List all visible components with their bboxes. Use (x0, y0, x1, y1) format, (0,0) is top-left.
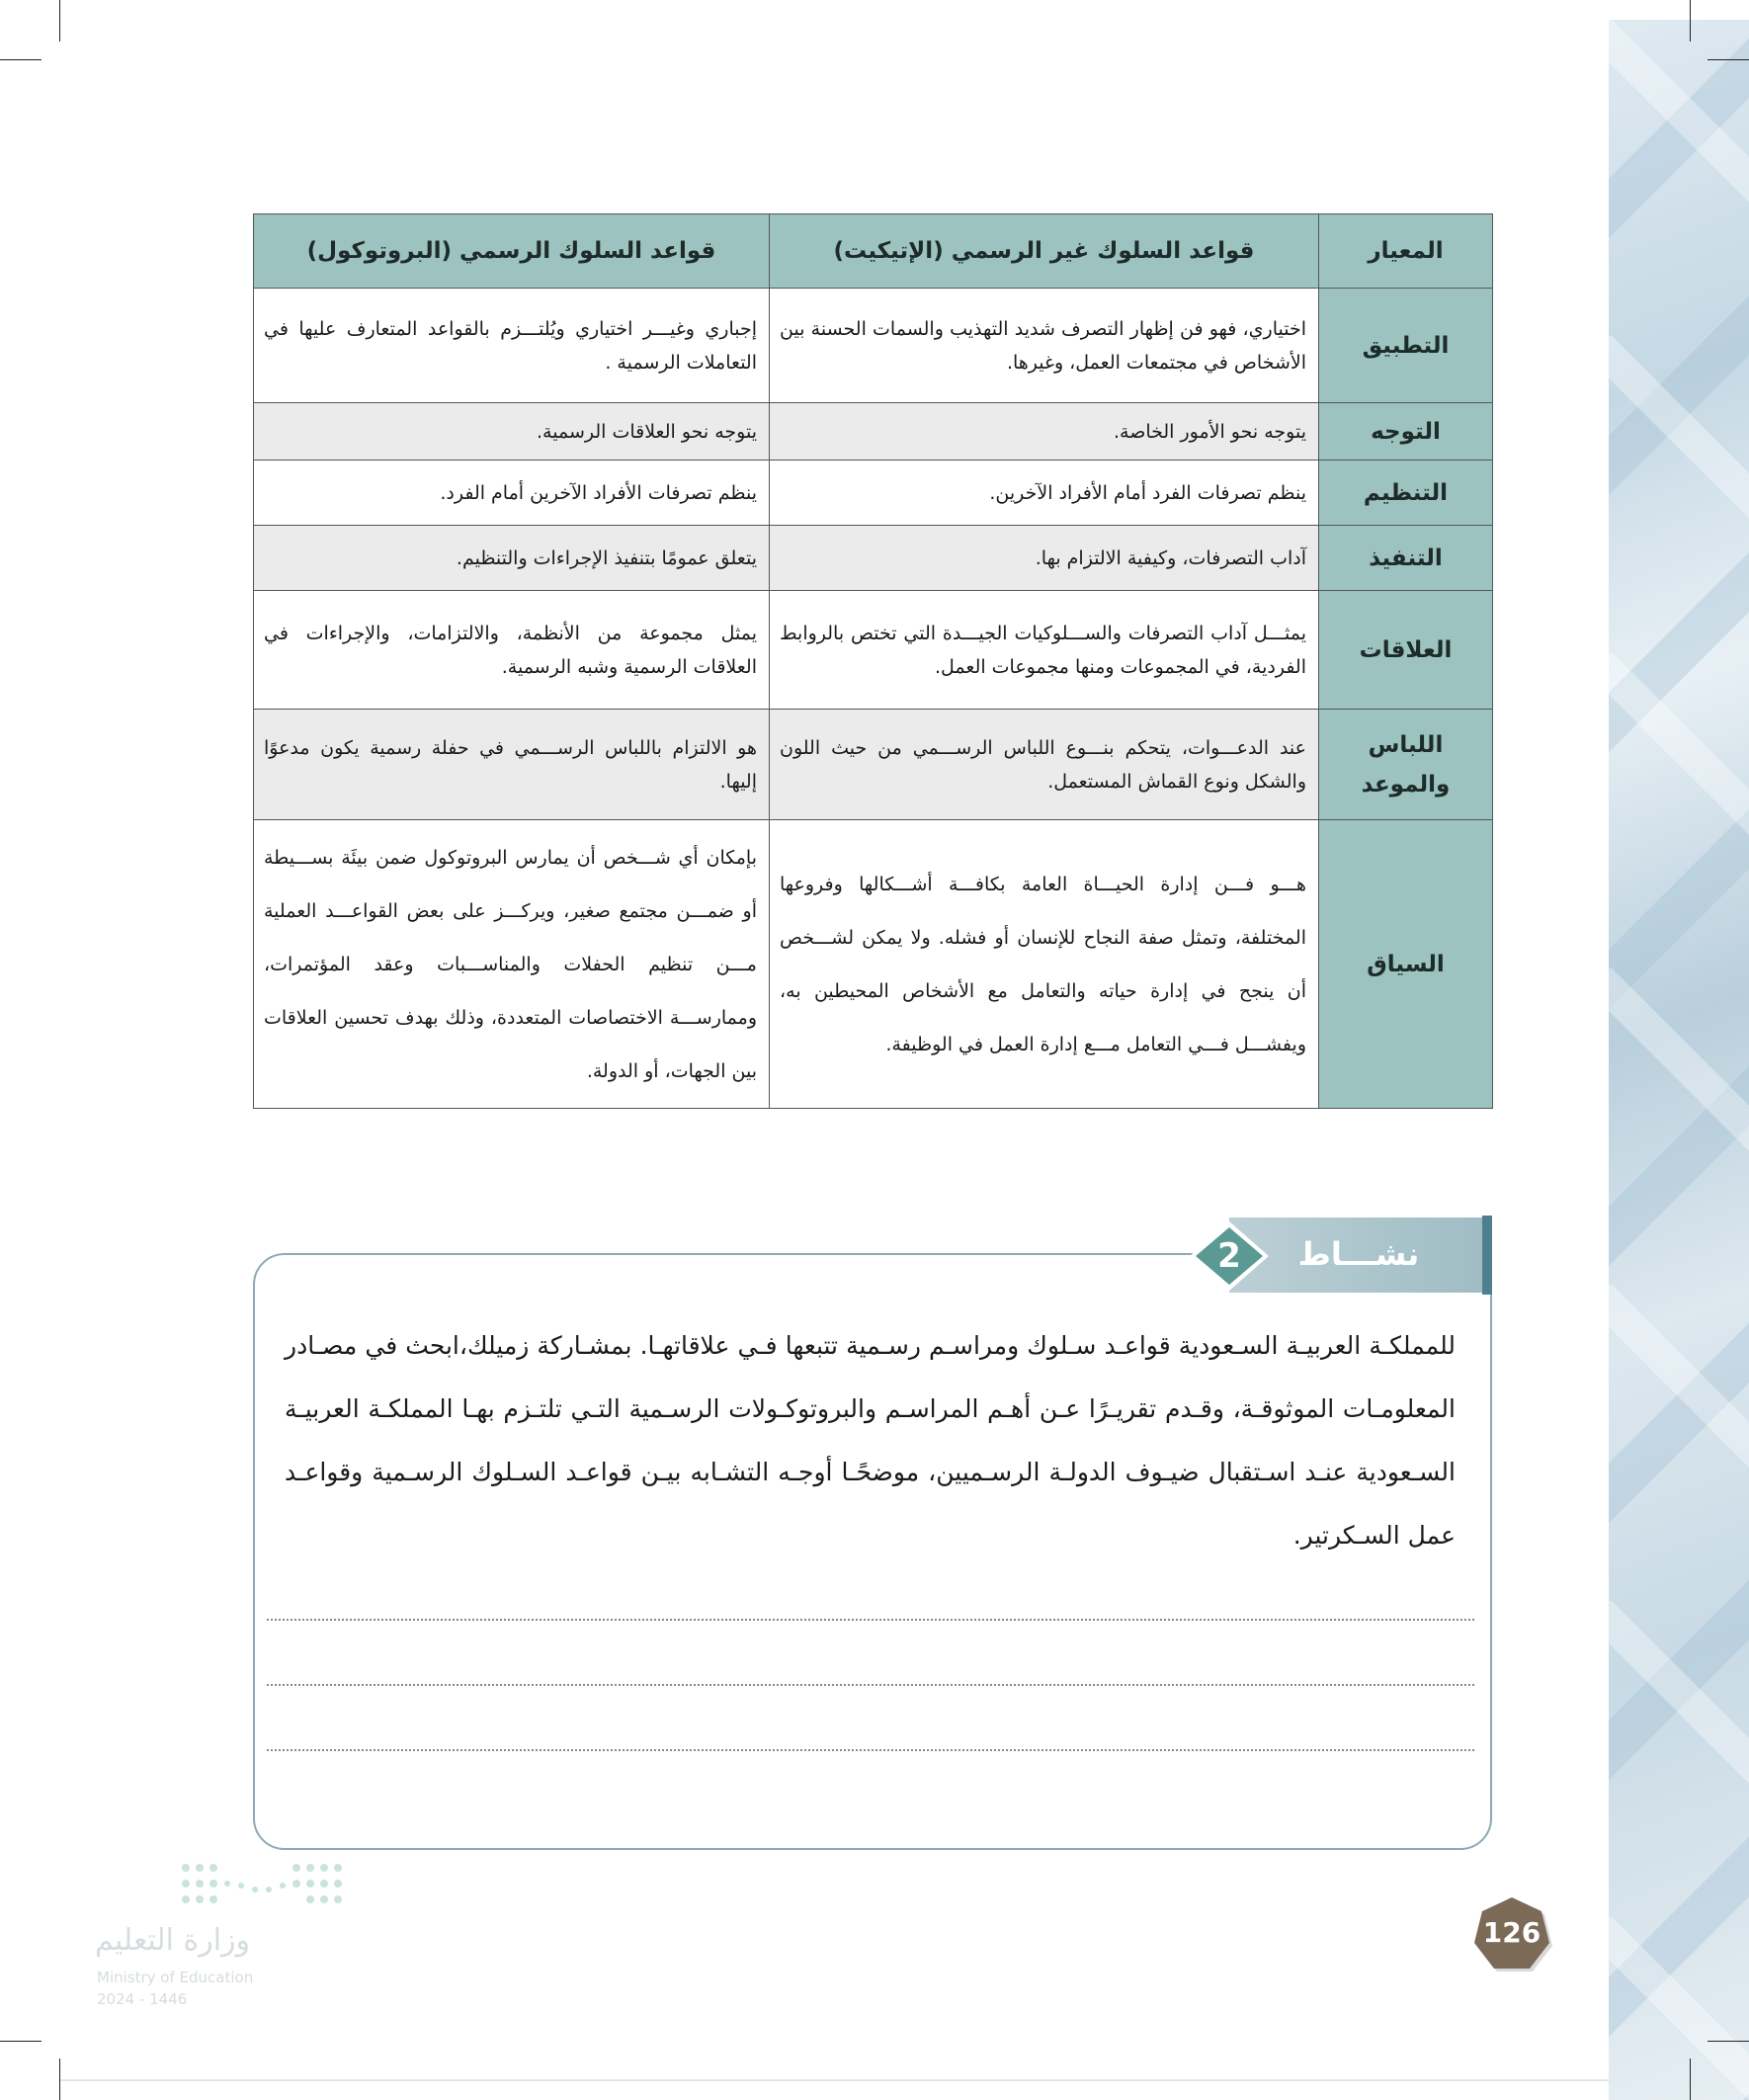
row-informal: هـــو فـــن إدارة الحيـــاة العامة بكافـــة أشـــكالها وفروعها المختلفة، وتمثل صفة النجاح للإنسان أو فشله. ولا يمكن لشـــخص أن ينجح في إدارة حياته والتعامل مع الأشخاص المحيطين به، ويفشـــل فـــي التعامل مـــع إدارة العمل في الوظيفة. (770, 820, 1319, 1109)
table-row (254, 591, 1493, 710)
row-criterion: التنفيذ (1319, 526, 1493, 591)
ministry-year: 2024 - 1446 (97, 1990, 188, 2008)
crop-mark (1690, 2058, 1691, 2100)
activity-number-badge (1190, 1221, 1269, 1291)
row-informal: ينظم تصرفات الفرد أمام الأفراد الآخرين. (770, 461, 1319, 526)
row-criterion: العلاقات (1319, 591, 1493, 710)
crop-mark (0, 2041, 42, 2042)
activity-title: نشـــاط (1297, 1235, 1420, 1273)
answer-line[interactable] (267, 1684, 1474, 1686)
table-header-row (254, 214, 1493, 289)
header-informal: قواعد السلوك غير الرسمي (الإتيكيت) (770, 214, 1319, 289)
page-number: 126 (1482, 1916, 1541, 1949)
crop-mark (0, 59, 42, 60)
ministry-name-english (97, 1967, 294, 2010)
decorative-side-strip (1609, 20, 1749, 2100)
crop-mark (1707, 59, 1749, 60)
row-formal: هو الالتزام باللباس الرســـمي في حفلة رسمية يكون مدعوًا إليها. (254, 710, 770, 820)
row-informal: يمثـــل آداب التصرفات والســـلوكيات الجيـــدة التي تختص بالروابط الفردية، في المجموعات ومنها مجموعات العمل. (770, 591, 1319, 710)
table-row (254, 289, 1493, 403)
page-number-badge (1470, 1891, 1553, 1974)
table-row (254, 820, 1493, 1109)
row-criterion: التطبيق (1319, 289, 1493, 403)
ministry-name-english-text: Ministry of Education (97, 1969, 254, 1986)
row-formal: بإمكان أي شـــخص أن يمارس البروتوكول ضمن بيئَة بســـيطة أو ضمـــن مجتمع صغير، ويركـــز على بعض القواعـــد العملية مـــن تنظيم الحفلات والمناســـبات وعقد المؤتمرات، وممارســـة الاختصاصات المتعددة، وذلك بهدف تحسين العلاقات بين الجهات، أو الدولة. (254, 820, 770, 1109)
activity-number: 2 (1217, 1236, 1241, 1276)
crop-mark (59, 2058, 60, 2100)
header-formal: قواعد السلوك الرسمي (البروتوكول) (254, 214, 770, 289)
table-row (254, 710, 1493, 820)
row-criterion: التوجه (1319, 403, 1493, 461)
row-criterion: التنظيم (1319, 461, 1493, 526)
table-row (254, 403, 1493, 461)
bottom-rule (59, 2079, 1609, 2081)
activity-text: للمملكـة العربيـة السـعودية قواعـد سـلوك ومراسـم رسـمية تتبعها فـي علاقاتهـا. بمشـاركة زميلك،ابحث في مصـادر المعلومـات الموثوقـة، وقـدم تقريـرًا عـن أهـم المراسـم والبروتوكـولات الرسـمية التـي تلتـزم بهـا المملكـة العربيـة السـعودية عنـد اسـتقبال ضيـوف الدولـة الرسـميين، موضحًـا أوجـه التشـابه بيـن قواعـد السـلوك الرسـمية وقواعـد عمل السـكرتير. (285, 1331, 1456, 1550)
row-formal: إجباري وغيـــر اختياري ويُلتـــزم بالقواعد المتعارف عليها في التعاملات الرسمية . (254, 289, 770, 403)
row-criterion: السياق (1319, 820, 1493, 1109)
row-formal: ينظم تصرفات الأفراد الآخرين أمام الفرد. (254, 461, 770, 526)
answer-line[interactable] (267, 1749, 1474, 1751)
row-informal: اختياري، فهو فن إظهار التصرف شديد التهذيب والسمات الحسنة بين الأشخاص في مجتمعات العمل، وغيرها. (770, 289, 1319, 403)
row-formal: يتعلق عمومًا بتنفيذ الإجراءات والتنظيم. (254, 526, 770, 591)
table-row (254, 526, 1493, 591)
activity-header-bar (1482, 1216, 1492, 1295)
crop-mark (1707, 2041, 1749, 2042)
ministry-name-arabic: وزارة التعليم (95, 1923, 251, 1958)
row-criterion: اللباس والموعد (1319, 710, 1493, 820)
row-informal: عند الدعـــوات، يتحكم بنـــوع اللباس الرســـمي من حيث اللون والشكل ونوع القماش المستعمل. (770, 710, 1319, 820)
answer-line[interactable] (267, 1619, 1474, 1621)
row-informal: آداب التصرفات، وكيفية الالتزام بها. (770, 526, 1319, 591)
row-formal: يتوجه نحو العلاقات الرسمية. (254, 403, 770, 461)
table-row (254, 461, 1493, 526)
crop-mark (1690, 0, 1691, 42)
row-informal: يتوجه نحو الأمور الخاصة. (770, 403, 1319, 461)
header-criterion: المعيار (1319, 214, 1493, 289)
crop-mark (59, 0, 60, 42)
ministry-logo-icon (178, 1858, 356, 1909)
row-formal: يمثل مجموعة من الأنظمة، والالتزامات، والإجراءات في العلاقات الرسمية وشبه الرسمية. (254, 591, 770, 710)
etiquette-protocol-table (253, 213, 1493, 1109)
